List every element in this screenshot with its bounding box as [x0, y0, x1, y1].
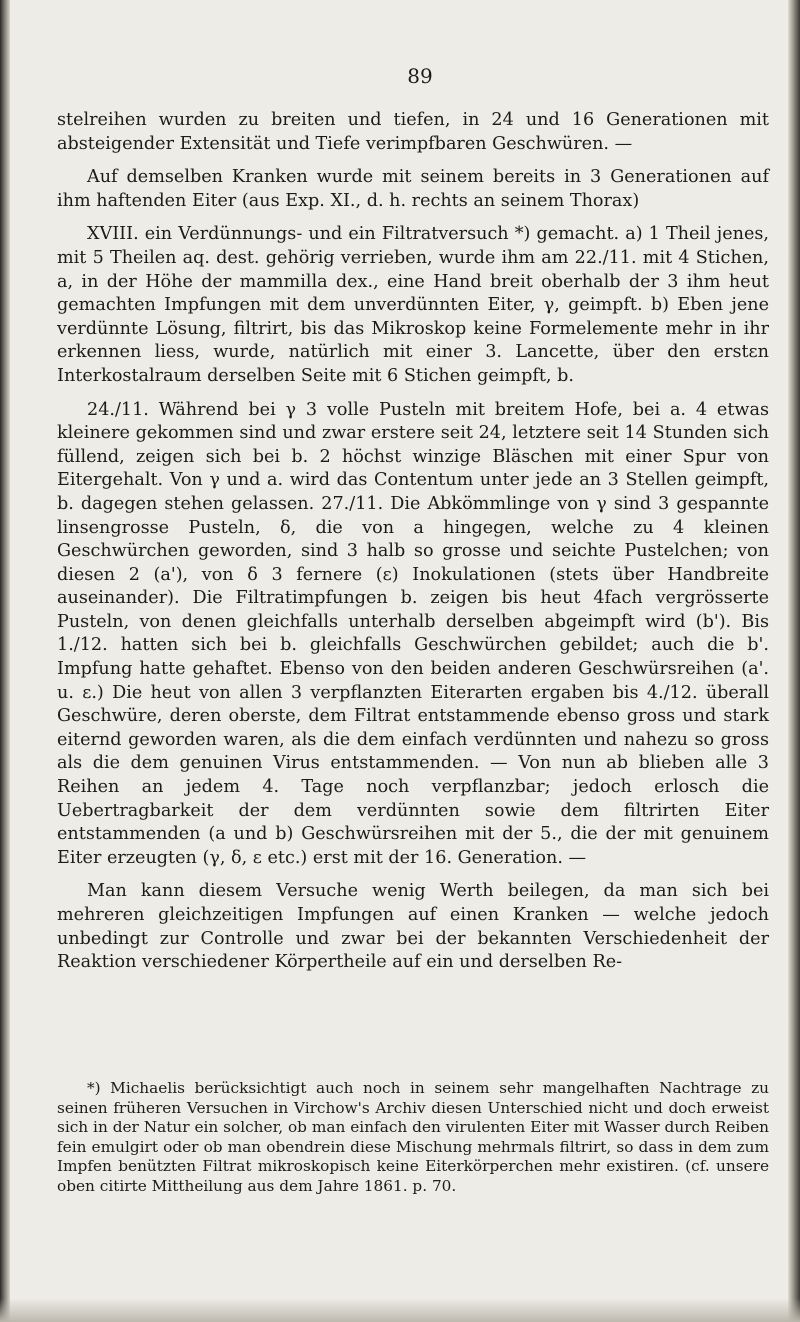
- paragraph-3: XVIII. ein Verdünnungs- und ein Filtratversuch *) gemacht. a) 1 Theil jenes, mit 5 Theilen aq. dest. gehörig verrieben, wurde ihm am 22./11. mit 4 Stichen, a, in der Höhe der mammilla dex., eine Hand breit oberhalb der 3 ihm heut gemachten Impfungen mit dem unverdünnten Eiter, γ, geimpft. b) Eben jene verdünnte Lösung, filtrirt, bis das Mikroskop keine Formelemente mehr in ihr erkennen liess, wurde, natürlich mit einer 3. Lancette, über den erstεn Interkostalraum derselben Seite mit 6 Stichen geimpft, b.: [57, 224, 769, 386]
- paragraph-2: Auf demselben Kranken wurde mit seinem bereits in 3 Generationen auf ihm haftenden Eiter (aus Exp. XI., d. h. rechts an seinem Thorax): [57, 167, 769, 211]
- body-text: [57, 109, 769, 985]
- scanned-page: [57, 0, 769, 1322]
- paragraph-4: 24./11. Während bei γ 3 volle Pusteln mit breitem Hofe, bei a. 4 etwas kleinere gekommen sind und zwar erstere seit 24, letztere seit 14 Stunden sich füllend, zeigen sich bei b. 2 höchst winzige Bläschen mit einer Spur von Eitergehalt. Von γ und a. wird das Contentum unter jede an 3 Stellen geimpft, b. dagegen stehen gelassen. 27./11. Die Abkömmlinge von γ sind 3 gespannte linsengrosse Pusteln, δ, die von a hingegen, welche zu 4 kleinen Geschwürchen geworden, sind 3 halb so grosse und seichte Pustelchen; von diesen 2 (a'), von δ 3 fernere (ε) Inokulationen (stets über Handbreite auseinander). Die Filtratimpfungen b. zeigen bis heut 4fach vergrösserte Pusteln, von denen gleichfalls unterhalb derselben abgeimpft wird (b'). Bis 1./12. hatten sich bei b. gleichfalls Geschwürchen gebildet; auch die b'. Impfung hatte gehaftet. Ebenso von den beiden anderen Geschwürsreihen (a'. u. ε.) Die heut von allen 3 verpflanzten Eiterarten ergaben bis 4./12. überall Geschwüre, deren oberste, dem Filtrat entstammende ebenso gross und stark eiternd geworden waren, als die dem einfach verdünnten und nahezu so gross als die dem genuinen Virus entstammenden. — Von nun ab blieben alle 3 Reihen an jedem 4. Tage noch verpflanzbar; jedoch erlosch die Uebertragbarkeit der dem verdünnten sowie dem filtrirten Eiter entstammenden (a und b) Geschwürsreihen mit der 5., die der mit genuinem Eiter erzeugten (γ, δ, ε etc.) erst mit der 16. Generation. —: [57, 399, 769, 868]
- footnote: [57, 1079, 769, 1197]
- footnote-text: *) Michaelis berücksichtigt auch noch in seinem sehr mangelhaften Nachtrage zu seinen früheren Versuchen in Virchow's Archiv diesen Unterschied nicht und doch erweist sich in der Natur ein solcher, ob man einfach den virulenten Eiter mit Wasser durch Reiben fein emulgirt oder ob man obendrein diese Mischung mehrmals filtrirt, so dass in dem zum Impfen benützten Filtrat mikroskopisch keine Eiterkörperchen mehr existiren. (cf. unsere oben citirte Mittheilung aus dem Jahre 1861. p. 70.: [57, 1079, 769, 1195]
- book-binding-edge-left: [0, 0, 10, 1322]
- page-number: 89: [407, 64, 433, 88]
- paragraph-1: stelreihen wurden zu breiten und tiefen, in 24 und 16 Generationen mit absteigender Extensität und Tiefe verimpfbaren Geschwüren. —: [57, 110, 769, 154]
- paragraph-5: Man kann diesem Versuche wenig Werth beilegen, da man sich bei mehreren gleichzeitigen Impfungen auf einen Kranken — welche jedoch unbedingt zur Controlle und zwar bei der bekannten Verschiedenheit der Reaktion verschiedener Körpertheile auf ein und derselben Re-: [57, 881, 769, 973]
- book-page-edge-right: [788, 0, 800, 1322]
